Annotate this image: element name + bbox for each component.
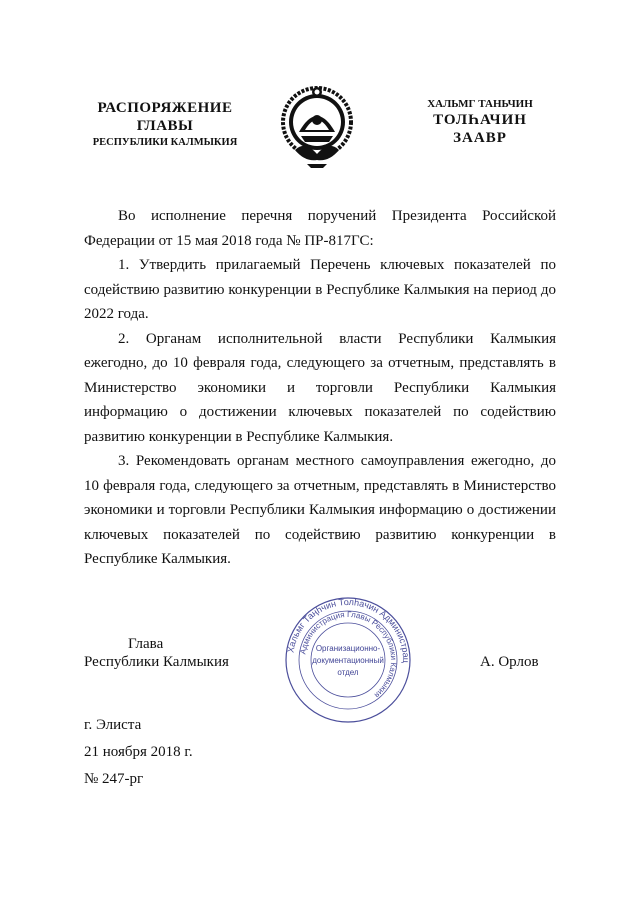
seal-outer-text: Хальмг Таңһчин Толһачин Администрац bbox=[285, 596, 412, 664]
doc-type-title: РАСПОРЯЖЕНИЕ bbox=[97, 100, 233, 116]
signatory-title bbox=[84, 635, 244, 671]
signatory-position: Глава bbox=[128, 636, 164, 652]
header-left bbox=[80, 100, 250, 148]
signatory-name: А. Орлов bbox=[480, 654, 539, 670]
doc-region-title: РЕСПУБЛИКИ КАЛМЫКИЯ bbox=[92, 137, 238, 148]
seal-center-line1: Организационно- bbox=[315, 644, 381, 653]
signatory-region: Республики Калмыкия bbox=[84, 654, 229, 670]
doc-issuer-title: ГЛАВЫ bbox=[136, 118, 194, 134]
doc-issuer-kalmyk: ХАЛЬМГ ТАНЬЧИН bbox=[427, 98, 533, 110]
official-seal-stamp bbox=[283, 595, 413, 725]
kalmykia-coat-of-arms-icon bbox=[277, 80, 357, 170]
document-body bbox=[84, 204, 556, 572]
seal-center-line2: документационный bbox=[312, 656, 384, 665]
paragraph-preamble: Во исполнение перечня поручений Президента Российской Федерации от 15 мая 2018 года № ПР-817ГС: bbox=[84, 208, 556, 249]
seal-middle-text: Администрация Главы Республики Калмыкия bbox=[298, 609, 399, 700]
seal-center-line3: отдел bbox=[337, 668, 359, 677]
header-right bbox=[410, 98, 550, 147]
issue-city: г. Элиста bbox=[84, 717, 142, 733]
doc-type-kalmyk: ЗААВР bbox=[453, 130, 507, 146]
paragraph-item-1: 1. Утвердить прилагаемый Перечень ключевых показателей по содействию развитию конкуренции в Республике Калмыкия на период до 2022 года. bbox=[84, 257, 556, 322]
document-footer bbox=[84, 712, 193, 793]
issue-date: 21 ноября 2018 г. bbox=[84, 744, 193, 760]
doc-issuer-kalmyk-2: ТОЛҺАЧИН bbox=[433, 112, 527, 128]
paragraph-item-2: 2. Органам исполнительной власти Республики Калмыкия ежегодно, до 10 февраля года, следующего за отчетным, представлять в Министерство экономики и торговли Республики Калмыкия информацию о достижении ключевых показателей по содействию развитию конкуренции в Республике Калмыкия. bbox=[84, 330, 556, 445]
svg-text:Администрация Главы Республики bbox=[298, 610, 398, 700]
document-number: № 247-рг bbox=[84, 771, 144, 787]
paragraph-item-3: 3. Рекомендовать органам местного самоуправления ежегодно, до 10 февраля года, следующего за отчетным, представлять в Министерство экономики и торговли Республики Калмыкия информацию о достижении ключевых показателей по содействию развитию конкуренции в Республике Калмыкия. bbox=[84, 453, 556, 567]
